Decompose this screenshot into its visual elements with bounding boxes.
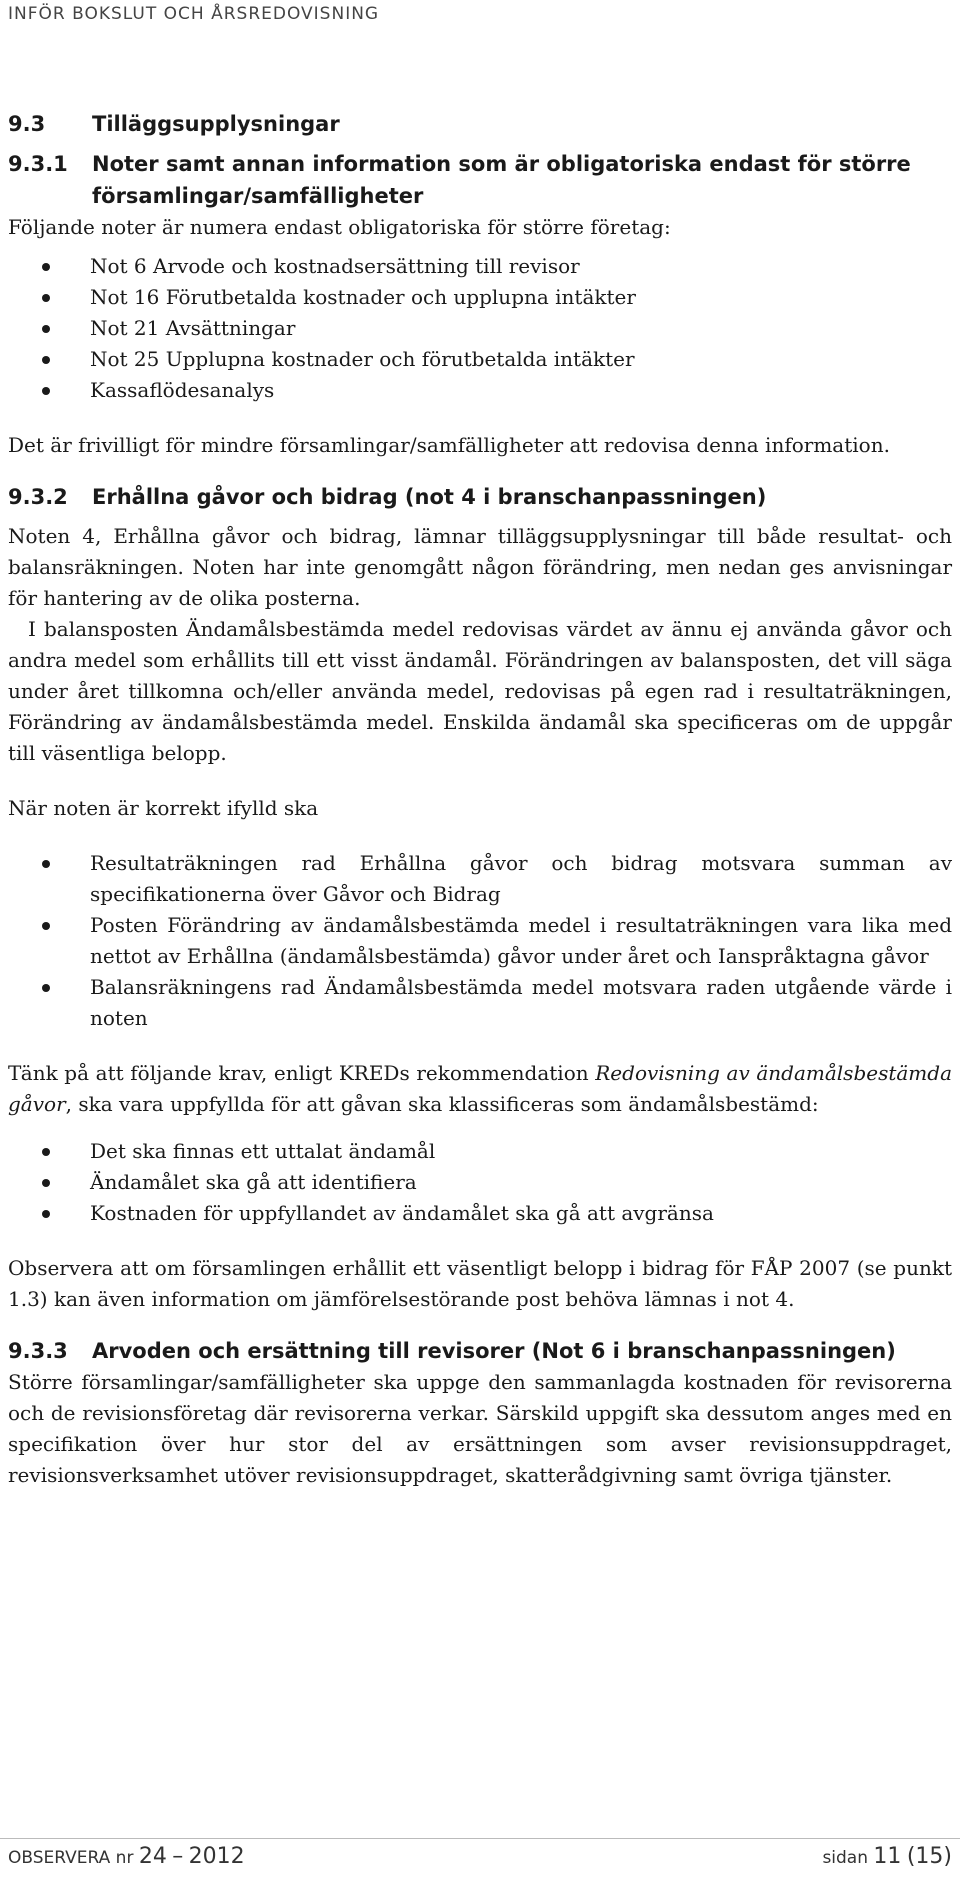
- paragraph-kred: [8, 1058, 952, 1120]
- paragraph-voluntary: Det är frivilligt för mindre församlingar/samfälligheter att redovisa denna information.: [8, 433, 890, 457]
- heading-9-3-2: [8, 481, 952, 513]
- heading-title: Noter samt annan information som är obligatoriska endast för större församlingar/samfälligheter: [92, 152, 911, 208]
- list-item: Kostnaden för uppfyllandet av ändamålet ska gå att avgränsa: [8, 1198, 952, 1229]
- bullet-list-checks: [8, 848, 952, 1034]
- page-label: sidan: [822, 1848, 869, 1868]
- list-item: Det ska finnas ett uttalat ändamål: [8, 1136, 952, 1167]
- heading-9-3-1: [8, 148, 952, 212]
- heading-9-3: [8, 108, 952, 140]
- heading-title: Erhållna gåvor och bidrag (not 4 i branschanpassningen): [92, 485, 767, 509]
- heading-title: Tilläggsupplysningar: [92, 112, 340, 136]
- publication-name: OBSERVERA nr: [8, 1848, 134, 1868]
- paragraph: Noten 4, Erhållna gåvor och bidrag, lämnar tilläggsupplysningar till både resultat- och balansräkningen. Noten har inte genomgått någon förändring, men nedan ges anvisningar för hantering av de olika posterna.: [8, 524, 952, 610]
- heading-number: 9.3.2: [8, 485, 68, 509]
- footer-publication: [8, 1844, 245, 1869]
- text: Tänk på att följande krav, enligt KREDs rekommendation: [8, 1061, 596, 1085]
- list-item: Ändamålet ska gå att identifiera: [8, 1167, 952, 1198]
- heading-number: 9.3.3: [8, 1339, 68, 1363]
- recommendation-title: Redovisning av ändamålsbestämda gåvor: [8, 1061, 952, 1116]
- heading-number: 9.3.1: [8, 152, 68, 176]
- footer-page: [822, 1844, 952, 1869]
- issue-number: 24: [138, 1844, 167, 1869]
- list-item: Not 16 Förutbetalda kostnader och upplupna intäkter: [8, 282, 952, 313]
- page-number: 11: [873, 1844, 902, 1869]
- heading-9-3-3: [8, 1335, 952, 1367]
- list-item: Kassaflödesanalys: [8, 375, 952, 406]
- bullet-list-notes: [8, 251, 952, 406]
- list-item: Not 21 Avsättningar: [8, 313, 952, 344]
- page-content: [8, 108, 952, 1491]
- footer-rule: [0, 1838, 960, 1839]
- list-item: Not 25 Upplupna kostnader och förutbetalda intäkter: [8, 344, 952, 375]
- bullet-list-requirements: [8, 1136, 952, 1229]
- paragraph: Observera att om församlingen erhållit ett väsentligt belopp i bidrag för FÅP 2007 (se punkt 1.3) kan även information om jämförelsestörande post behöva lämnas i not 4.: [8, 1256, 952, 1311]
- heading-title: Arvoden och ersättning till revisorer (Not 6 i branschanpassningen): [92, 1339, 896, 1363]
- paragraph-intro: Följande noter är numera endast obligatoriska för större företag:: [8, 215, 671, 239]
- year: 2012: [188, 1844, 245, 1869]
- page-footer: [8, 1844, 952, 1869]
- list-item: Balansräkningens rad Ändamålsbestämda medel motsvara raden utgående värde i noten: [8, 972, 952, 1034]
- paragraph: I balansposten Ändamålsbestämda medel redovisas värdet av ännu ej använda gåvor och andra medel som erhållits till ett visst ändamål. Förändringen av balansposten, det vill säga under året tillkomna och/eller använda medel, redovisas på egen rad i resultaträkningen, Förändring av ändamålsbestämda medel. Enskilda ändamål ska specificeras om de uppgår till väsentliga belopp.: [8, 617, 952, 765]
- dash: –: [172, 1844, 184, 1869]
- paragraph: Större församlingar/samfälligheter ska uppge den sammanlagda kostnaden för revisorerna och de revisionsföretag där revisorerna verkar. Särskild uppgift ska dessutom anges med en specifikation över hur stor del av ersättningen som avser revisionsuppdraget, revisionsverksamhet utöver revisionsuppdraget, skatterådgivning samt övriga tjänster.: [8, 1370, 952, 1487]
- list-item: Not 6 Arvode och kostnadsersättning till revisor: [8, 251, 952, 282]
- running-head: INFÖR BOKSLUT OCH ÅRSREDOVISNING: [8, 4, 380, 24]
- text: , ska vara uppfyllda för att gåvan ska klassificeras som ändamålsbestämd:: [65, 1092, 819, 1116]
- list-item: Posten Förändring av ändamålsbestämda medel i resultaträkningen vara lika med nettot av Erhållna (ändamålsbestämda) gåvor under året och Ianspråktagna gåvor: [8, 910, 952, 972]
- list-item: Resultaträkningen rad Erhållna gåvor och bidrag motsvara summan av specifikationerna över Gåvor och Bidrag: [8, 848, 952, 910]
- page-total: (15): [906, 1844, 952, 1869]
- paragraph: När noten är korrekt ifylld ska: [8, 796, 319, 820]
- heading-number: 9.3: [8, 112, 46, 136]
